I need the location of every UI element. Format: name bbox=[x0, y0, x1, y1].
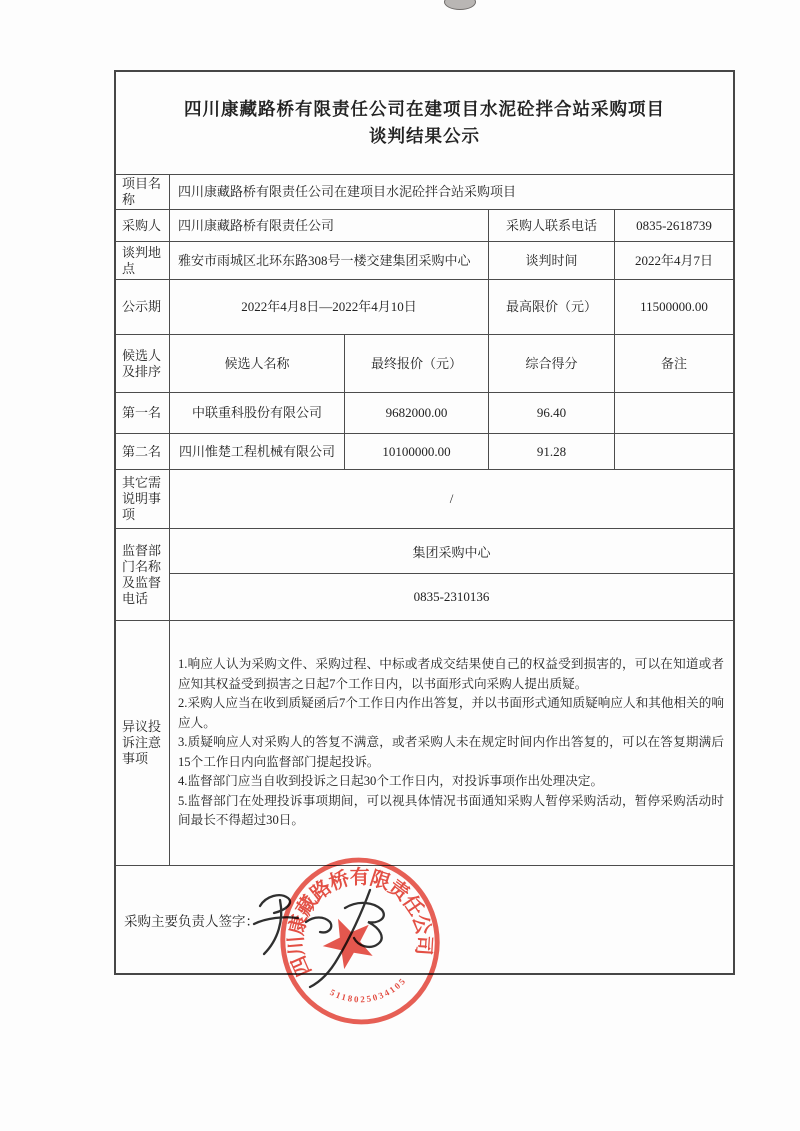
candidate-price: 9682000.00 bbox=[345, 393, 489, 433]
period-value: 2022年4月8日—2022年4月10日 bbox=[170, 280, 489, 334]
objection-item: 3.质疑响应人对采购人的答复不满意，或者采购人未在规定时间内作出答复的，可以在答复期满后15个工作日内向监督部门提起投诉。 bbox=[178, 735, 724, 769]
seal-star bbox=[319, 914, 376, 972]
other-notes-value: / bbox=[449, 491, 454, 506]
max-price-label: 最高限价（元） bbox=[489, 280, 615, 334]
scan-artifact bbox=[444, 0, 476, 10]
objection-item: 4.监督部门应当自收到投诉之日起30个工作日内，对投诉事项作出处理决定。 bbox=[178, 774, 604, 789]
purchaser-phone-value: 0835-2618739 bbox=[636, 217, 712, 233]
period-label: 公示期 bbox=[116, 280, 170, 334]
supervision-row bbox=[116, 529, 733, 621]
candidate-name: 中联重科股份有限公司 bbox=[170, 393, 345, 433]
candidate-name: 四川惟楚工程机械有限公司 bbox=[170, 434, 345, 469]
candidate-rank: 第二名 bbox=[116, 434, 170, 469]
candidate-remark bbox=[615, 393, 733, 433]
purchaser-phone-label: 采购人联系电话 bbox=[489, 210, 615, 241]
name-header: 候选人名称 bbox=[170, 335, 345, 392]
document-title bbox=[116, 96, 733, 150]
candidate-row-2 bbox=[116, 434, 733, 470]
other-notes-row bbox=[116, 470, 733, 529]
candidate-score: 96.40 bbox=[489, 393, 615, 433]
objection-items bbox=[170, 621, 733, 865]
time-label: 谈判时间 bbox=[489, 242, 615, 279]
objection-row bbox=[116, 621, 733, 866]
time-value: 2022年4月7日 bbox=[634, 252, 713, 268]
candidates-header-row bbox=[116, 335, 733, 393]
project-name-value: 四川康藏路桥有限责任公司在建项目水泥砼拌合站采购项目 bbox=[178, 184, 517, 199]
supervision-label: 监督部门名称及监督电话 bbox=[116, 529, 170, 620]
signature-label: 采购主要负责人签字： bbox=[124, 913, 259, 929]
announcement-table bbox=[114, 70, 735, 975]
seal-company-text: 四川康藏路桥有限责任公司 bbox=[285, 866, 435, 980]
other-notes-label: 其它需说明事项 bbox=[116, 470, 170, 528]
candidate-remark bbox=[615, 434, 733, 469]
location-row bbox=[116, 242, 733, 280]
project-name-label: 项目名称 bbox=[116, 175, 170, 209]
objection-label: 异议投诉注意事项 bbox=[116, 621, 170, 865]
supervision-phone: 0835-2310136 bbox=[413, 589, 490, 604]
max-price-value: 11500000.00 bbox=[640, 299, 708, 314]
rank-header: 候选人及排序 bbox=[116, 335, 170, 392]
remark-header: 备注 bbox=[660, 355, 687, 371]
price-header: 最终报价（元） bbox=[345, 335, 489, 392]
objection-item: 1.响应人认为采购文件、采购过程、中标或者成交结果使自己的权益受到损害的，可以在知道或者应知其权益受到损害之日起7个工作日内，以书面形式向采购人提出质疑。 bbox=[178, 657, 724, 691]
project-name-row bbox=[116, 175, 733, 210]
supervision-department: 集团采购中心 bbox=[170, 529, 733, 574]
title-line1: 四川康藏路桥有限责任公司在建项目水泥砼拌合站采购项目 bbox=[184, 99, 665, 119]
location-value: 雅安市雨城区北环东路308号一楼交建集团采购中心 bbox=[170, 242, 489, 279]
location-label: 谈判地点 bbox=[116, 242, 170, 279]
purchaser-label: 采购人 bbox=[116, 210, 170, 241]
candidate-price: 10100000.00 bbox=[345, 434, 489, 469]
period-row bbox=[116, 280, 733, 335]
candidate-row-1 bbox=[116, 393, 733, 434]
score-header: 综合得分 bbox=[489, 335, 615, 392]
company-seal bbox=[276, 854, 444, 1028]
title-row bbox=[116, 72, 733, 175]
seal-number-text: 5118025034105 bbox=[328, 974, 409, 1005]
purchaser-value: 四川康藏路桥有限责任公司 bbox=[170, 210, 489, 241]
objection-item: 2.采购人应当在收到质疑函后7个工作日内作出答复，并以书面形式通知质疑响应人和其他相关的响应人。 bbox=[178, 696, 724, 730]
objection-item: 5.监督部门在处理投诉事项期间，可以视具体情况书面通知采购人暂停采购活动，暂停采购活动时间最长不得超过30日。 bbox=[178, 793, 724, 828]
title-line2: 谈判结果公示 bbox=[369, 126, 480, 146]
candidate-rank: 第一名 bbox=[116, 393, 170, 433]
purchaser-row bbox=[116, 210, 733, 242]
candidate-score: 91.28 bbox=[489, 434, 615, 469]
supervision-values bbox=[170, 529, 733, 620]
